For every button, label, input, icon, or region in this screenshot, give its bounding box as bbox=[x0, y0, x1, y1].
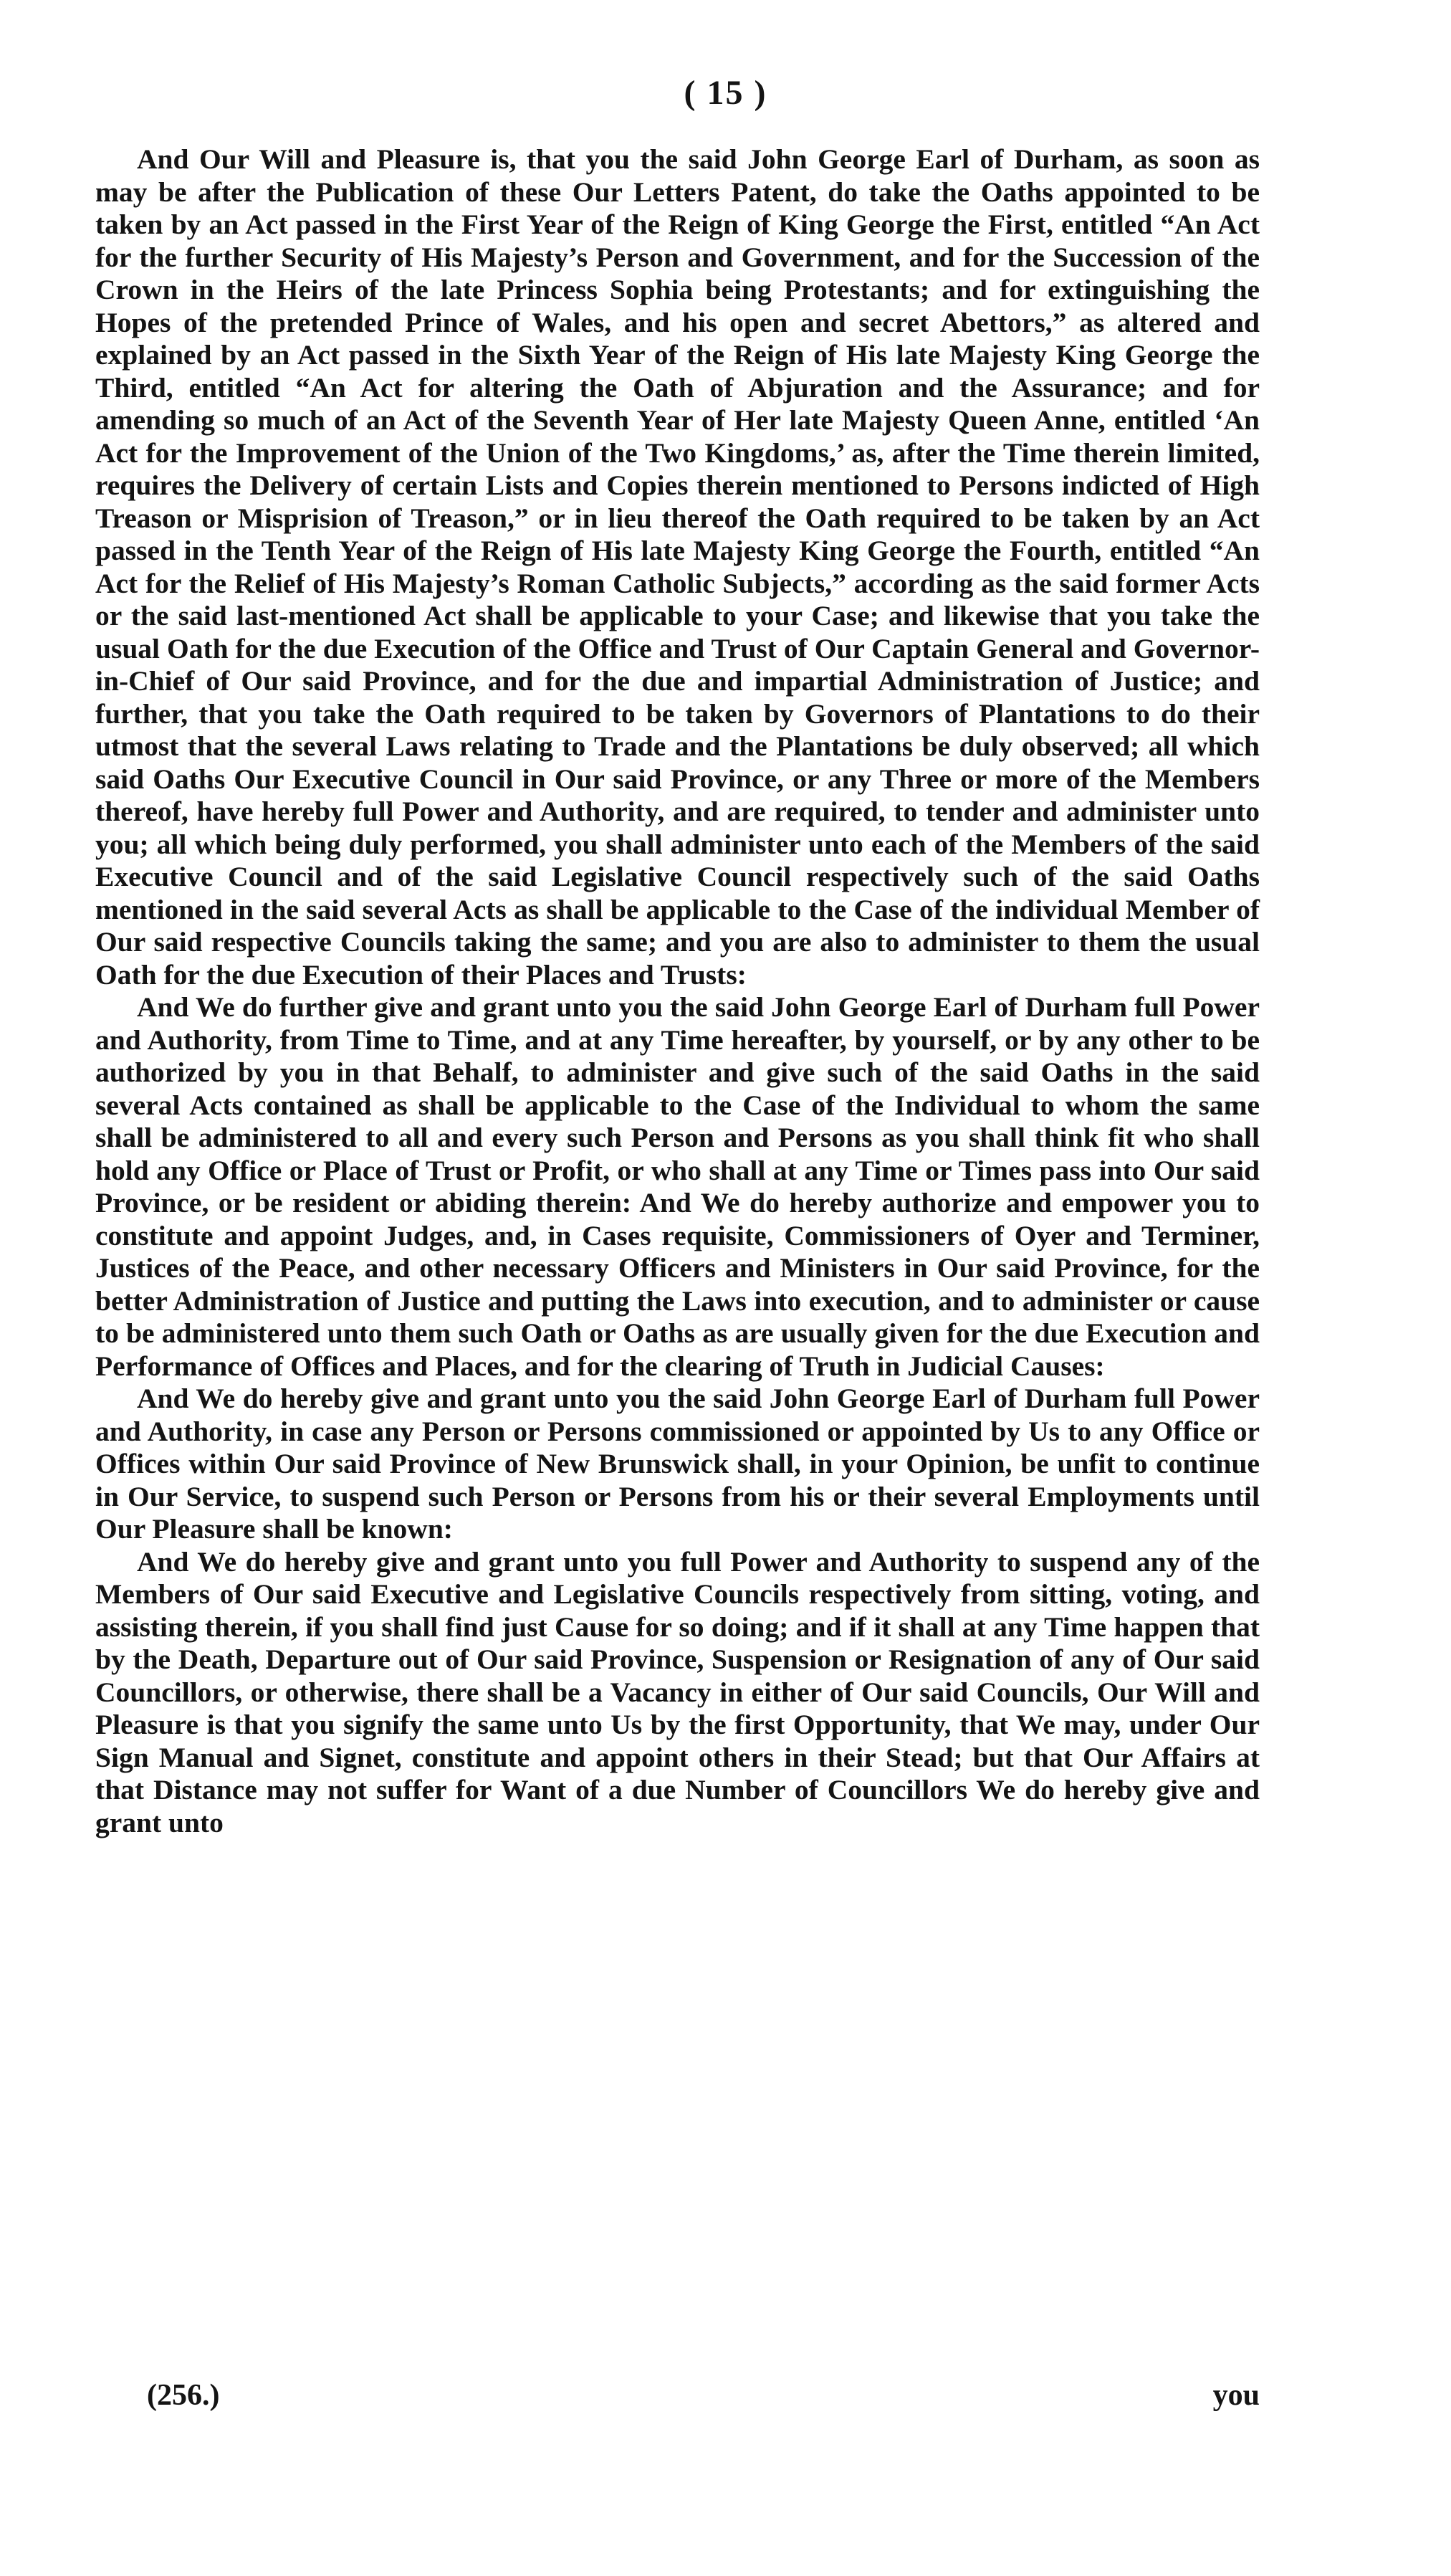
page-number: ( 15 ) bbox=[684, 74, 767, 112]
paragraph-suspend-councillors: And We do hereby give and grant unto you full Power and Authority to suspend any of the Members of Our said Executive and Legislative Councils respectively from sitting, voting, and assisting therein, if you shall find just Cause for so doing; and if it shall at any Time happen that by the Death, Departure out of Our said Province, Suspension or Resignation of any of Our said Councillors, or otherwise, there shall be a Vacancy in either of Our said Councils, Our Will and Pleasure is that you signify the same unto Us by the first Opportunity, that We may, under Our Sign Manual and Signet, constitute and appoint others in their Stead; but that Our Affairs at that Distance may not suffer for Want of a due Number of Councillors We do hereby give and grant unto bbox=[95, 1545, 1260, 1838]
catchword: you bbox=[1212, 2379, 1260, 2412]
body-text bbox=[95, 143, 1260, 1839]
page-footer bbox=[0, 2378, 1451, 2421]
paragraph-administer-oaths: And We do further give and grant unto you the said John George Earl of Durham full Power and Authority, from Time to Time, and at any Time hereafter, by yourself, or by any other to be authorized by you in that Behalf, to administer and give such of the said Oaths in the said several Acts contained as shall be applicable to the Case of the Individual to whom the same shall be administered to all and every such Person and Persons as you shall think fit who shall hold any Office or Place of Trust or Profit, or who shall at any Time or Times pass into Our said Province, or be resident or abiding therein: And We do hereby authorize and empower you to constitute and appoint Judges, and, in Cases requisite, Commissioners of Oyer and Terminer, Justices of the Peace, and other necessary Officers and Ministers in Our said Province, for the better Administration of Justice and putting the Laws into execution, and to administer or cause to be administered unto them such Oath or Oaths as are usually given for the due Execution and Performance of Offices and Places, and for the clearing of Truth in Judicial Causes: bbox=[95, 991, 1260, 1382]
paragraph-oaths: And Our Will and Pleasure is, that you the said John George Earl of Durham, as soon as may be after the Publication of these Our Letters Patent, do take the Oaths appointed to be taken by an Act passed in the First Year of the Reign of King George the First, entitled “An Act for the further Security of His Majesty’s Person and Government, and for the Succession of the Crown in the Heirs of the late Princess Sophia being Protestants; and for extinguishing the Hopes of the pretended Prince of Wales, and his open and secret Abettors,” as altered and explained by an Act passed in the Sixth Year of the Reign of His late Majesty King George the Third, entitled “An Act for altering the Oath of Abjuration and the Assurance; and for amending so much of an Act of the Seventh Year of Her late Majesty Queen Anne, entitled ‘An Act for the Improvement of the Union of the Two Kingdoms,’ as, after the Time therein limited, requires the Delivery of certain Lists and Copies therein mentioned to Persons indicted of High Treason or Misprision of Treason,” or in lieu thereof the Oath required to be taken by an Act passed in the Tenth Year of the Reign of His late Majesty King George the Fourth, entitled “An Act for the Relief of His Majesty’s Roman Catholic Subjects,” according as the said former Acts or the said last-mentioned Act shall be applicable to your Case; and likewise that you take the usual Oath for the due Execution of the Office and Trust of Our Captain General and Governor-in-Chief of Our said Province, and for the due and impartial Administration of Justice; and further, that you take the Oath required to be taken by Governors of Plantations to do their utmost that the several Laws relating to Trade and the Plantations be duly observed; all which said Oaths Our Executive Council in Our said Province, or any Three or more of the Members thereof, have hereby full Power and Authority, and are required, to tender and administer unto you; all which being duly performed, you shall administer unto each of the Members of the said Executive Council and of the said Legislative Council respectively such of the said Oaths mentioned in the said several Acts as shall be applicable to the Case of the individual Member of Our said respective Councils taking the same; and you are also to administer to them the usual Oath for the due Execution of their Places and Trusts: bbox=[95, 143, 1260, 991]
sheet-mark: (256.) bbox=[147, 2379, 220, 2412]
paragraph-suspend-officers: And We do hereby give and grant unto you the said John George Earl of Durham full Power and Authority, in case any Person or Persons commissioned or appointed by Us to any Office or Offices within Our said Province of New Brunswick shall, in your Opinion, be unfit to continue in Our Service, to suspend such Person or Persons from his or their several Employments until Our Pleasure shall be known: bbox=[95, 1383, 1260, 1545]
